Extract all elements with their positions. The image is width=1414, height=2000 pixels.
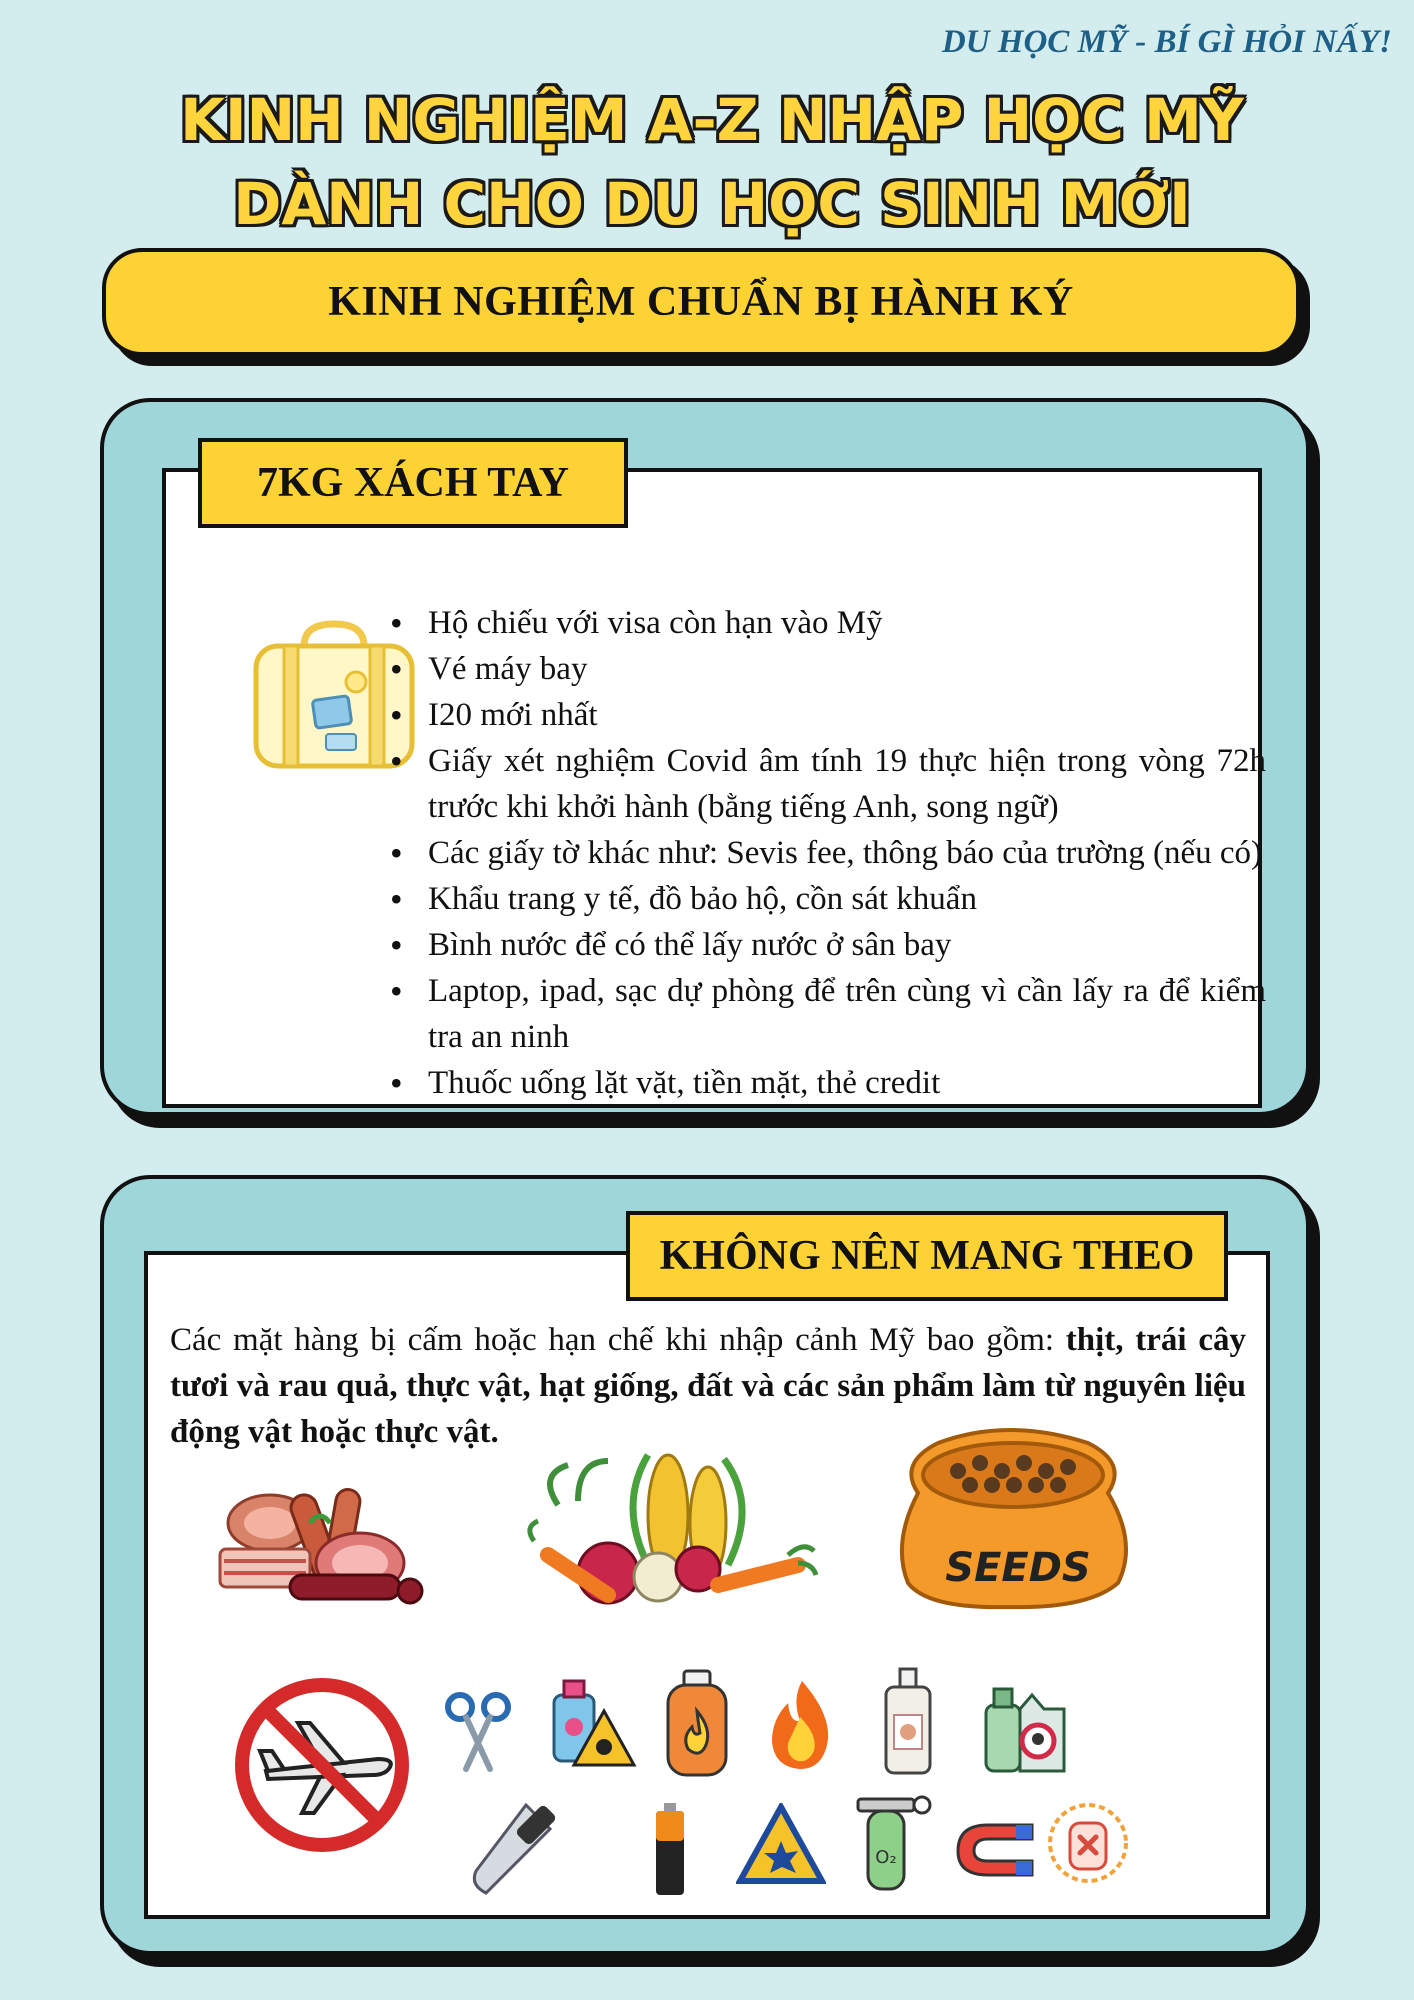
prohibited-intro: Các mặt hàng bị cấm hoặc hạn chế khi nhập cảnh Mỹ bao gồm: [170, 1322, 1066, 1358]
carry-on-panel [162, 468, 1266, 1108]
list-item: • Hộ chiếu với visa còn hạn vào Mỹ [386, 600, 1266, 646]
svg-text:O₂: O₂ [875, 1847, 897, 1868]
list-item: • Thuốc uống lặt vặt, tiền mặt, thẻ credit [386, 1060, 1266, 1106]
title-line-1: KINH NGHIỆM A-Z NHẬP HỌC MỸ [180, 86, 1244, 154]
carry-on-list [386, 600, 1266, 1106]
title-line-2: DÀNH CHO DU HỌC SINH MỚI [233, 170, 1191, 238]
prohibited-label: KHÔNG NÊN MANG THEO [626, 1211, 1228, 1301]
poison-bottle-icon [980, 1675, 1066, 1775]
vegetables-icon [518, 1445, 818, 1615]
explosive-icon [736, 1803, 826, 1885]
list-item: • Giấy xét nghiệm Covid âm tính 19 thực hiện trong vòng 72h trước khi khởi hành (bằng tiếng Anh, song ngữ) [386, 738, 1266, 830]
list-item: • Laptop, ipad, sạc dự phòng để trên cùng vì cần lấy ra để kiểm tra an ninh [386, 968, 1266, 1060]
prohibited-items-bold: thịt, trái cây tươi và rau quả, thực vật, hạt giống, đất và các sản phẩm làm từ nguyên liệu động vật hoặc thực vật. [170, 1322, 1246, 1450]
list-item: • Bình nước để có thể lấy nước ở sân bay [386, 922, 1266, 968]
knife-icon [466, 1799, 556, 1899]
list-item: • Vé máy bay [386, 646, 1266, 692]
toxic-chemical-icon [548, 1675, 638, 1775]
carry-on-card [100, 398, 1310, 1116]
liquid-bottle-icon [880, 1665, 936, 1777]
tagline: DU HỌC MỸ - BÍ GÌ HỎI NẤY! [941, 24, 1392, 60]
fire-icon [766, 1677, 836, 1773]
scissors-icon [442, 1685, 514, 1775]
prohibited-panel [144, 1251, 1270, 1919]
seeds-label: SEEDS [945, 1545, 1091, 1591]
meat-icon [210, 1463, 440, 1613]
gas-cylinder-icon [662, 1667, 732, 1779]
prohibited-card [100, 1175, 1310, 1955]
magnet-icon [948, 1811, 1038, 1881]
battery-icon [652, 1801, 688, 1897]
hazard-bottle-icon [1046, 1801, 1130, 1885]
list-item: • I20 mới nhất [386, 692, 1266, 738]
carry-on-label: 7KG XÁCH TAY [198, 438, 628, 528]
oxygen-tank-icon [850, 1793, 934, 1893]
list-item: • Các giấy tờ khác như: Sevis fee, thông báo của trường (nếu có) [386, 830, 1266, 876]
page-title [0, 78, 1414, 246]
section-heading: KINH NGHIỆM CHUẨN BỊ HÀNH KÝ [102, 248, 1300, 356]
no-airplane-icon [232, 1675, 412, 1855]
list-item: • Khẩu trang y tế, đồ bảo hộ, cồn sát khuẩn [386, 876, 1266, 922]
